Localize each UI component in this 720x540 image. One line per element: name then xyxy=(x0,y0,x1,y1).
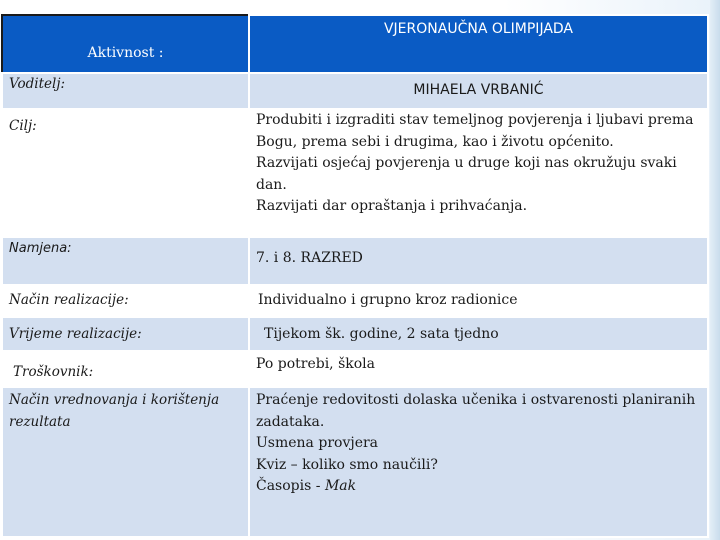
row-value-vrijeme-realizacije: Tijekom šk. godine, 2 sata tjedno xyxy=(249,317,708,351)
evaluation-line-4-italic: Mak xyxy=(324,478,357,494)
row-cilj xyxy=(2,109,708,237)
row-label-nacin-vrednovanja: Način vrednovanja i korištenja rezultata xyxy=(2,387,249,537)
header-row xyxy=(2,15,708,73)
activity-label: Aktivnost : xyxy=(2,15,249,73)
activity-table xyxy=(1,14,709,538)
row-label-namjena: Namjena: xyxy=(2,237,249,285)
row-label-cilj: Cilj: xyxy=(2,109,249,237)
row-voditelj xyxy=(2,73,708,109)
evaluation-line-4-prefix: Časopis - xyxy=(256,478,325,494)
row-value-nacin-vrednovanja xyxy=(249,387,708,537)
evaluation-line-2: Usmena provjera xyxy=(256,435,379,451)
evaluation-line-4 xyxy=(256,476,701,498)
row-vrijeme-realizacije xyxy=(2,317,708,351)
row-label-nacin-realizacije: Način realizacije: xyxy=(2,285,249,317)
evaluation-line-3: Kviz – koliko smo naučili? xyxy=(256,456,438,473)
slide-right-edge xyxy=(710,0,720,540)
row-nacin-vrednovanja xyxy=(2,387,708,537)
row-namjena xyxy=(2,237,708,285)
row-value-namjena: 7. i 8. RAZRED xyxy=(249,237,708,285)
activity-title: VJERONAUČNA OLIMPIJADA xyxy=(249,15,708,73)
evaluation-line-1: Praćenje redovitosti dolaska učenika i ostvarenosti planiranih zadataka. xyxy=(256,392,696,430)
row-label-troskovnik: Troškovnik: xyxy=(2,351,249,387)
row-troskovnik xyxy=(2,351,708,387)
row-value-cilj: Produbiti i izgraditi stav temeljnog povjerenja i ljubavi prema Bogu, prema sebi i drugima, kao i životu općenito. Razvijati osjećaj povjerenja u druge koji nas okružuju svaki dan. Razvijati dar opraštanja i prihvaćanja. xyxy=(249,109,708,237)
row-value-troskovnik: Po potrebi, škola xyxy=(249,351,708,387)
row-value-voditelj: MIHAELA VRBANIĆ xyxy=(249,73,708,109)
row-value-nacin-realizacije: Individualno i grupno kroz radionice xyxy=(249,285,708,317)
row-label-voditelj: Voditelj: xyxy=(2,73,249,109)
row-label-vrijeme-realizacije: Vrijeme realizacije: xyxy=(2,317,249,351)
row-nacin-realizacije xyxy=(2,285,708,317)
